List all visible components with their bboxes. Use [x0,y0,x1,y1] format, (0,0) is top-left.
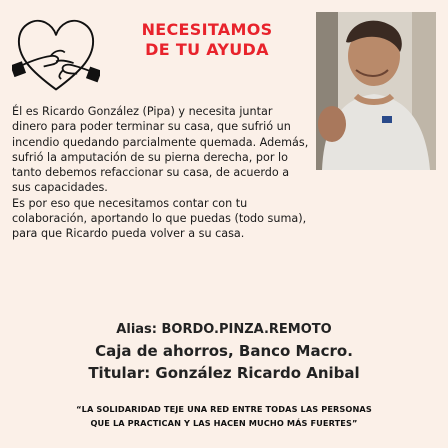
ricardo-photo [316,12,436,170]
headline-line-2: DE TU AYUDA [145,40,269,59]
account-line: Caja de ahorros, Banco Macro. [95,342,353,360]
body-text [12,104,310,242]
quote-line-1: “LA SOLIDARIDAD TEJE UNA RED ENTRE TODAS LAS PERSONAS [76,404,372,414]
bank-details [0,320,448,384]
holder-line: Titular: González Ricardo Anibal [88,364,360,382]
quote-line-2: QUE LA PRACTICAN Y LAS HACEN MUCHO MÁS FUERTES” [90,418,358,428]
alias-line: Alias: BORDO.PINZA.REMOTO [116,322,332,337]
headline [104,20,310,60]
body-paragraph-1: Él es Ricardo González (Pipa) y necesita juntar dinero para poder terminar su casa, que sufrió un incendio quedando parcialmente quemada. Además, sufrió la amputación de su pierna derecha, por lo tanto debemos refaccionar su casa, de acuerdo a sus capacidades. [12,105,309,195]
heart-hands-icon [12,12,100,100]
solidarity-quote [0,402,448,430]
body-paragraph-2: Es por eso que necesitamos contar con tu colaboración, aportando lo que puedas (todo suma), para que Ricardo pueda volver a su casa. [12,196,307,241]
headline-line-1: NECESITAMOS [141,20,273,39]
